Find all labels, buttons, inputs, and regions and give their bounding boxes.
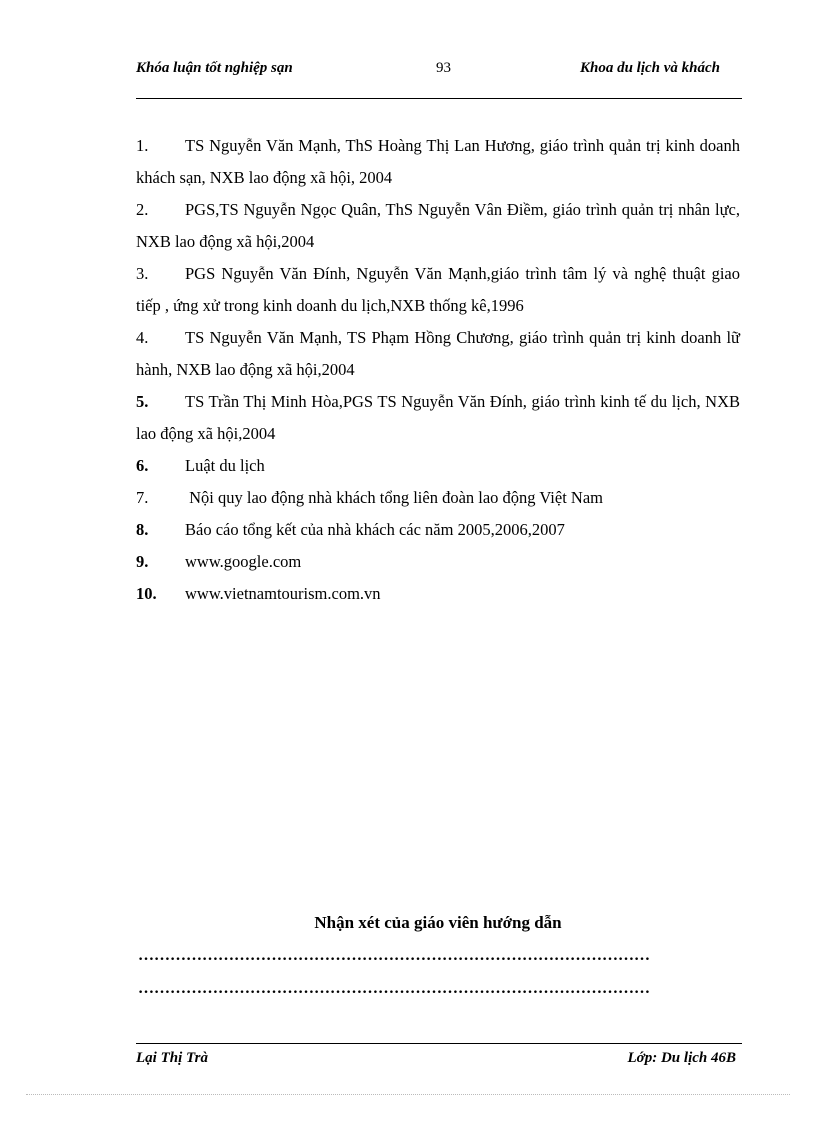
reference-text: Báo cáo tổng kết của nhà khách các năm 2005,2006,2007 (185, 520, 565, 539)
page-footer (136, 1043, 742, 1066)
reference-text: PGS,TS Nguyễn Ngọc Quân, ThS Nguyễn Vân Điềm, giáo trình quản trị nhân lực, NXB lao động xã hội,2004 (136, 200, 740, 251)
footer-author: Lại Thị Trà (136, 1050, 208, 1066)
comment-dotted-line: …………………………………………………………………………………… (138, 980, 650, 997)
reference-number: 10. (136, 584, 157, 603)
page-header (136, 58, 742, 99)
reference-number: 5. (136, 392, 149, 411)
header-thesis-title: Khóa luận tốt nghiệp sạn (136, 60, 293, 76)
reference-item (136, 482, 740, 514)
reference-item (136, 386, 740, 450)
reference-item (136, 578, 740, 610)
reference-number: 8. (136, 520, 149, 539)
reference-text: TS Nguyễn Văn Mạnh, TS Phạm Hồng Chương, giáo trình quản trị kinh doanh lữ hành, NXB lao động xã hội,2004 (136, 328, 740, 379)
reference-text: TS Nguyễn Văn Mạnh, ThS Hoàng Thị Lan Hương, giáo trình quản trị kinh doanh khách sạn, NXB lao động xã hội, 2004 (136, 136, 740, 187)
reference-text: Luật du lịch (185, 456, 265, 475)
reference-number: 7. (136, 488, 149, 507)
reference-text: www.vietnamtourism.com.vn (185, 584, 381, 603)
footer-class: Lớp: Du lịch 46B (627, 1050, 736, 1066)
reference-text: Nội quy lao động nhà khách tổng liên đoàn lao động Việt Nam (185, 488, 604, 507)
reference-item (136, 322, 740, 386)
reference-item (136, 130, 740, 194)
reference-item (136, 514, 740, 546)
page-number: 93 (436, 60, 451, 76)
reference-number: 2. (136, 200, 149, 219)
reference-number: 9. (136, 552, 149, 571)
reference-text: PGS Nguyễn Văn Đính, Nguyễn Văn Mạnh,giáo trình tâm lý và nghệ thuật giao tiếp , ứng xử trong kinh doanh du lịch,NXB thống kê,1996 (136, 264, 740, 315)
reference-item (136, 194, 740, 258)
reference-number: 1. (136, 136, 149, 155)
reference-list (136, 130, 740, 610)
reference-number: 6. (136, 456, 149, 475)
reference-number: 3. (136, 264, 149, 283)
reference-item (136, 258, 740, 322)
reference-text: www.google.com (185, 552, 302, 571)
reference-number: 4. (136, 328, 149, 347)
reference-item (136, 546, 740, 578)
comment-dotted-line: …………………………………………………………………………………… (138, 947, 650, 964)
reference-text: TS Trần Thị Minh Hòa,PGS TS Nguyễn Văn Đính, giáo trình kinh tế du lịch, NXB lao động xã hội,2004 (136, 392, 740, 443)
reference-item (136, 450, 740, 482)
comment-section-title: Nhận xét của giáo viên hướng dẫn (314, 913, 562, 932)
header-faculty: Khoa du lịch và khách (579, 60, 720, 76)
page-bottom-divider (26, 1094, 790, 1095)
